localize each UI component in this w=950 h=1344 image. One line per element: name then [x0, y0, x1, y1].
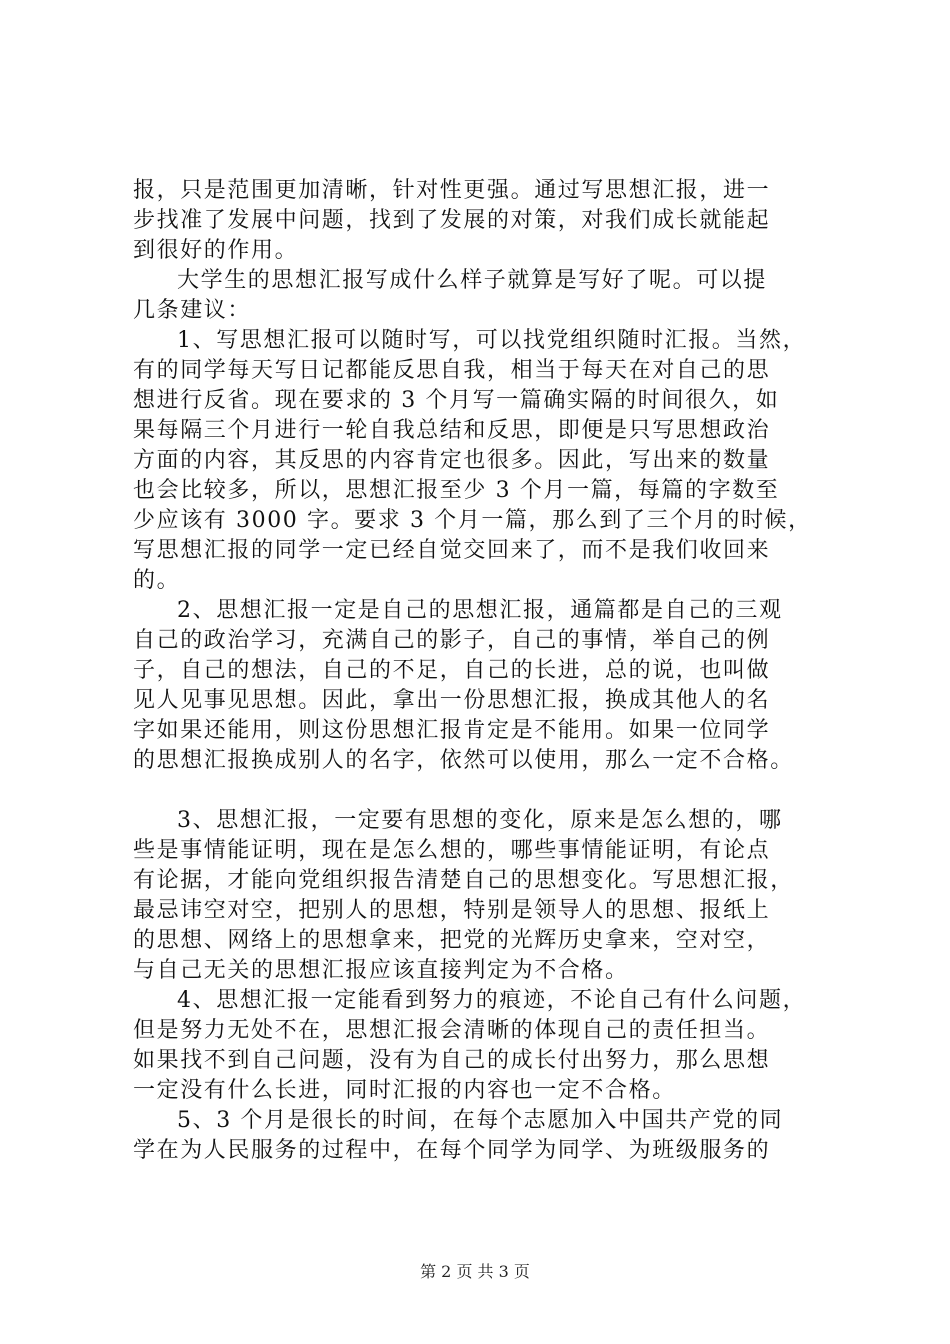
text-line: 果每隔三个月进行一轮自我总结和反思，即便是只写思想政治 — [133, 418, 771, 443]
text-line: 的。 — [133, 568, 181, 593]
text-line: 有的同学每天写日记都能反思自我，相当于每天在对自己的思 — [133, 358, 771, 383]
text-line: 少应该有 3000 字。要求 3 个月一篇，那么到了三个月的时候， — [133, 508, 812, 533]
document-body — [133, 176, 853, 1166]
text-line: 4、思想汇报一定能看到努力的痕迹，不论自己有什么问题， — [177, 988, 807, 1013]
text-line: 自己的政治学习，充满自己的影子，自己的事情，举自己的例 — [133, 628, 771, 653]
text-line: 见人见事见思想。因此，拿出一份思想汇报，换成其他人的名 — [133, 688, 771, 713]
blank-line — [133, 776, 853, 806]
text-line: 些是事情能证明，现在是怎么想的，哪些事情能证明，有论点 — [133, 838, 771, 863]
text-line: 3、思想汇报，一定要有思想的变化，原来是怎么想的，哪 — [177, 808, 783, 833]
text-line: 大学生的思想汇报写成什么样子就算是写好了呢。可以提 — [177, 268, 768, 293]
text-line: 一定没有什么长进，同时汇报的内容也一定不合格。 — [133, 1078, 676, 1103]
text-line: 方面的内容，其反思的内容肯定也很多。因此，写出来的数量 — [133, 448, 771, 473]
text-line: 到很好的作用。 — [133, 238, 299, 263]
text-line: 有论据，才能向党组织报告清楚自己的思想变化。写思想汇报， — [133, 868, 794, 893]
text-line: 的思想汇报换成别人的名字，依然可以使用，那么一定不合格。 — [133, 748, 794, 773]
text-line: 5、3 个月是很长的时间，在每个志愿加入中国共产党的同 — [177, 1108, 784, 1133]
text-line: 几条建议： — [133, 298, 252, 323]
text-line: 字如果还能用，则这份思想汇报肯定是不能用。如果一位同学 — [133, 718, 771, 743]
text-line: 步找准了发展中问题，找到了发展的对策，对我们成长就能起 — [133, 208, 771, 233]
text-line: 如果找不到自己问题，没有为自己的成长付出努力，那么思想 — [133, 1048, 771, 1073]
page-footer: 第 2 页 共 3 页 — [420, 1262, 530, 1281]
text-line: 但是努力无处不在，思想汇报会清晰的体现自己的责任担当。 — [133, 1018, 771, 1043]
text-line: 写思想汇报的同学一定已经自觉交回来了，而不是我们收回来 — [133, 538, 771, 563]
text-line: 报，只是范围更加清晰，针对性更强。通过写思想汇报，进一 — [133, 178, 771, 203]
text-line: 子，自己的想法，自己的不足，自己的长进，总的说，也叫做 — [133, 658, 771, 683]
text-line: 最忌讳空对空，把别人的思想，特别是领导人的思想、报纸上 — [133, 898, 771, 923]
text-line: 学在为人民服务的过程中，在每个同学为同学、为班级服务的 — [133, 1138, 771, 1163]
text-line: 1、写思想汇报可以随时写，可以找党组织随时汇报。当然， — [177, 328, 807, 353]
text-line: 的思想、网络上的思想拿来，把党的光辉历史拿来，空对空， — [133, 928, 771, 953]
text-line: 也会比较多，所以，思想汇报至少 3 个月一篇，每篇的字数至 — [133, 478, 780, 503]
text-line: 2、思想汇报一定是自己的思想汇报，通篇都是自己的三观 — [177, 598, 783, 623]
text-line: 与自己无关的思想汇报应该直接判定为不合格。 — [133, 958, 629, 983]
text-line: 想进行反省。现在要求的 3 个月写一篇确实隔的时间很久，如 — [133, 388, 780, 413]
